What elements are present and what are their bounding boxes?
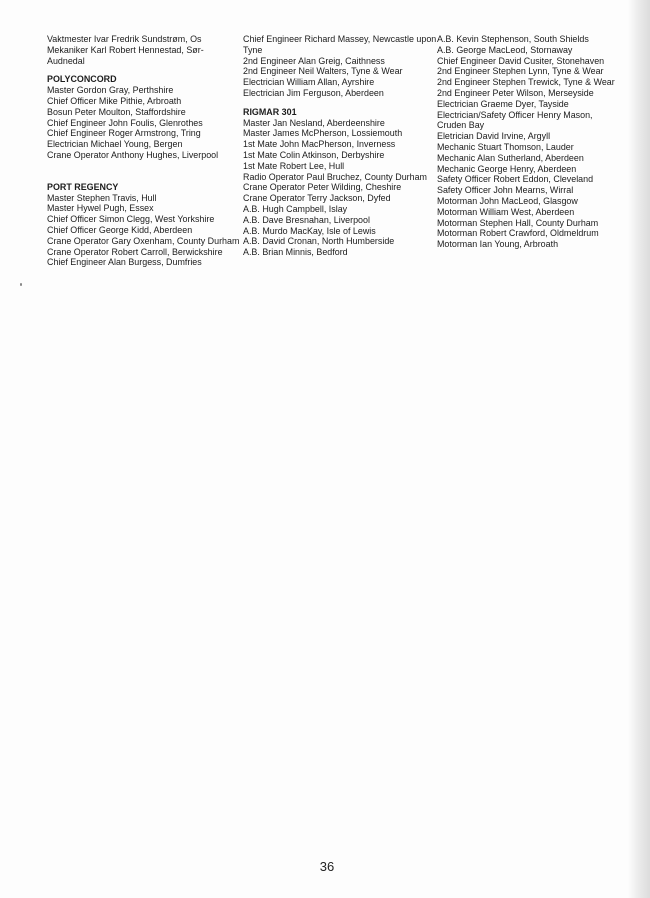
crew-entry: Bosun Peter Moulton, Staffordshire bbox=[47, 106, 186, 118]
crew-entry: Safety Officer Robert Eddon, Cleveland bbox=[437, 174, 594, 186]
crew-entry: Chief Engineer John Foulis, Glenrothes bbox=[47, 117, 203, 129]
vessel-heading: PORT REGENCY bbox=[47, 181, 119, 193]
crew-entry: A.B. Murdo MacKay, Isle of Lewis bbox=[243, 225, 376, 237]
crew-entry: Mekaniker Karl Robert Hennestad, Sør- bbox=[47, 44, 204, 56]
scan-speck bbox=[20, 283, 22, 286]
crew-entry: Radio Operator Paul Bruchez, County Durham bbox=[243, 171, 427, 183]
crew-entry: 2nd Engineer Peter Wilson, Merseyside bbox=[437, 87, 594, 99]
crew-entry: Master Jan Nesland, Aberdeenshire bbox=[243, 117, 385, 129]
crew-entry: A.B. David Cronan, North Humberside bbox=[243, 236, 395, 248]
crew-entry: 2nd Engineer Alan Greig, Caithness bbox=[243, 55, 385, 67]
intro-list bbox=[47, 35, 239, 67]
crew-entry: 1st Mate John MacPherson, Inverness bbox=[243, 139, 396, 151]
vessel-heading: RIGMAR 301 bbox=[243, 106, 297, 118]
crew-entry: Electrician Michael Young, Bergen bbox=[47, 139, 183, 151]
crew-entry: Vaktmester Ivar Fredrik Sundstrøm, Os bbox=[47, 34, 202, 45]
crew-entry: Chief Officer Simon Clegg, West Yorkshire bbox=[47, 214, 215, 226]
crew-entry: Electrician Graeme Dyer, Tayside bbox=[437, 98, 569, 110]
crew-entry: Mechanic Stuart Thomson, Lauder bbox=[437, 141, 574, 153]
page-edge-shadow bbox=[628, 0, 650, 898]
crew-entry: Chief Officer George Kidd, Aberdeen bbox=[47, 224, 193, 236]
crew-entry: Motorman Robert Crawford, Oldmeldrum bbox=[437, 228, 599, 240]
crew-entry: Chief Officer Mike Pithie, Arbroath bbox=[47, 95, 182, 107]
crew-entry: Electrician/Safety Officer Henry Mason, bbox=[437, 109, 593, 121]
crew-entry: Electrician William Allan, Ayrshire bbox=[243, 77, 375, 89]
crew-entry: Crane Operator Robert Carroll, Berwickshire bbox=[47, 246, 223, 258]
vessel-section bbox=[47, 183, 239, 269]
crew-entry: Tyne bbox=[243, 44, 263, 56]
crew-entry: Motorman William West, Aberdeen bbox=[437, 206, 575, 218]
crew-entry: Chief Engineer David Cusiter, Stonehaven bbox=[437, 55, 605, 67]
crew-entry: Audnedal bbox=[47, 55, 85, 67]
vessel-section bbox=[243, 108, 429, 259]
crew-entry: A.B. Kevin Stephenson, South Shields bbox=[437, 34, 589, 45]
crew-entry: Safety Officer John Mearns, Wirral bbox=[437, 185, 574, 197]
crew-entry: Master James McPherson, Lossiemouth bbox=[243, 128, 403, 140]
crew-entry: Chief Engineer Richard Massey, Newcastle upon bbox=[243, 34, 437, 45]
crew-entry: Master Gordon Gray, Perthshire bbox=[47, 85, 174, 97]
crew-entry: Chief Engineer Roger Armstrong, Tring bbox=[47, 128, 201, 140]
column-left bbox=[47, 35, 239, 269]
crew-entry: Crane Operator Peter Wilding, Cheshire bbox=[243, 182, 402, 194]
crew-entry: A.B. Brian Minnis, Bedford bbox=[243, 247, 348, 259]
crew-entry: 1st Mate Robert Lee, Hull bbox=[243, 160, 345, 172]
crew-entry: Master Hywel Pugh, Essex bbox=[47, 203, 154, 215]
crew-entry: 2nd Engineer Neil Walters, Tyne & Wear bbox=[243, 66, 403, 78]
crew-entry: A.B. George MacLeod, Stornaway bbox=[437, 44, 573, 56]
crew-entry: 1st Mate Colin Atkinson, Derbyshire bbox=[243, 149, 385, 161]
crew-entry: Mechanic Alan Sutherland, Aberdeen bbox=[437, 152, 584, 164]
column-right bbox=[437, 34, 615, 251]
crew-entry: Crane Operator Gary Oxenham, County Durham bbox=[47, 235, 240, 247]
crew-entry: Motorman John MacLeod, Glasgow bbox=[437, 195, 578, 207]
crew-entry: 2nd Engineer Stephen Trewick, Tyne & Wear bbox=[437, 77, 615, 89]
vessel-heading: POLYCONCORD bbox=[47, 74, 117, 86]
crew-entry: Crane Operator Terry Jackson, Dyfed bbox=[243, 193, 391, 205]
crew-entry: Chief Engineer Alan Burgess, Dumfries bbox=[47, 257, 202, 269]
crew-entry: Mechanic George Henry, Aberdeen bbox=[437, 163, 577, 175]
crew-entry: A.B. Dave Bresnahan, Liverpool bbox=[243, 214, 370, 226]
crew-entry: Crane Operator Anthony Hughes, Liverpool bbox=[47, 149, 219, 161]
page-number: 36 bbox=[319, 859, 335, 874]
crew-entry: Motorman Stephen Hall, County Durham bbox=[437, 217, 599, 229]
crew-entry: Motorman Ian Young, Arbroath bbox=[437, 239, 559, 251]
crew-entry: Eletrician David Irvine, Argyll bbox=[437, 131, 551, 143]
vessel-section bbox=[47, 75, 239, 161]
intro-list bbox=[437, 34, 615, 251]
crew-entry: 2nd Engineer Stephen Lynn, Tyne & Wear bbox=[437, 66, 604, 78]
crew-entry: Electrician Jim Ferguson, Aberdeen bbox=[243, 87, 384, 99]
column-middle bbox=[243, 34, 437, 259]
intro-list bbox=[243, 34, 437, 100]
crew-entry: Cruden Bay bbox=[437, 120, 485, 132]
crew-entry: Master Stephen Travis, Hull bbox=[47, 192, 157, 204]
crew-entry: A.B. Hugh Campbell, Islay bbox=[243, 203, 348, 215]
